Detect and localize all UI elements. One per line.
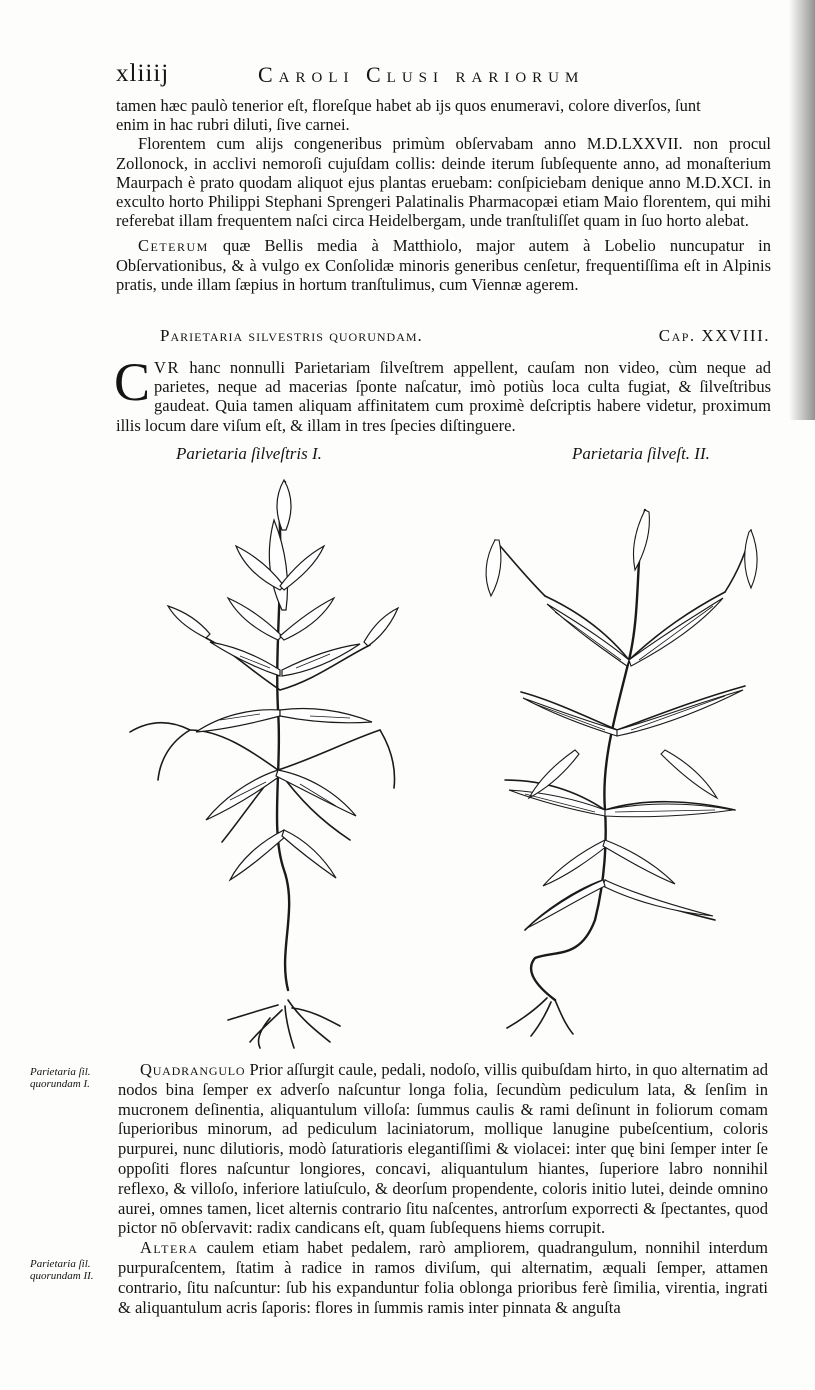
left-figure-caption: Parietaria ſilveſtris I. — [176, 444, 322, 463]
description-paragraph-2 — [118, 1238, 768, 1317]
chapter-title: Parietaria silvestris quorundam. — [160, 326, 423, 345]
description-paragraph-1-text: Prior aſſurgit caule, pedali, nodoſo, villis quibuſdam hirto, in quo alternatim ad nodos bina ſemper ex adverſo naſcuntur longa folia, ſecundùm pediculum lata, & ſenſim in mucronem deſinentia, aliquantulum villoſa: ſummus caulis & rami deſinunt in foliorum comam ſuperioribus minorum, ad pediculum laciniatorum, mollique lanugine pubeſcentium, coloris purpurei, nunc dilutioris, modò ſaturatioris elegantiſſimi & violacei: inter quę bini ſemper inter ſe oppoſiti flores naſcuntur longiores, concavi, aliquantulum hiantes, ſuperiore labro nonnihil reflexo, & villoſo, inferiore latiuſculo, & deorſum propendente, coloris initio lutei, deinde omnino aurei, omnes tamen, licet alternis contrario ſitu naſcentes, antrorſum exporrecti & ſpectantes, quod pictor nō obſervavit: radix candicans eſt, quam ſubſequens hiems corrupit. — [118, 1060, 768, 1238]
right-figure-caption: Parietaria ſilveſt. II. — [572, 444, 710, 463]
intro-paragraph-3-text: quæ Bellis media à Matthiolo, major autem à Lobelio nuncupatur in Obſervationibus, & à vulgo ex Conſolidæ minoris generibus cenſetur, frequentiſſima eſt in Alpinis pratis, unde illam ſæpius in hortum tranſtulimus, cum Viennæ agerem. — [116, 236, 771, 294]
margin-note-1: Parietaria ſil. quorundam I. — [30, 1066, 91, 1090]
chapter-number: Cap. XXVIII. — [658, 326, 770, 345]
running-head — [116, 60, 736, 92]
intro-line-1: tamen hæc paulò tenerior eſt, floreſque habet ab ijs quos enumeravi, colore diverſos, ſunt — [116, 96, 701, 115]
chapter-intro — [114, 352, 771, 435]
description-paragraph-1-lead: Quadrangulo — [140, 1060, 246, 1079]
intro-paragraph-3-lead: Ceterum — [138, 236, 209, 256]
page-edge-shadow — [789, 0, 815, 420]
page-number: xliiij — [116, 60, 170, 87]
chapter-intro-lead: VR — [154, 358, 180, 377]
chapter-heading — [160, 326, 770, 350]
description-paragraph-2-text: caulem etiam habet pedalem, rarò ampliorem, quadrangulum, nonnihil interdum purpuraſcentem, ſtatim à radice in ramos diviſum, qui alternatim, æquali ſemper, attamen contrario, ſitu naſcuntur: ſub his expanduntur folia oblonga prioribus ferè ſimilia, virentia, ingrati & aliquantulum acris ſaporis: flores in ſummis ramis inter pinnata & anguſta — [118, 1238, 768, 1317]
margin-note-2: Parietaria ſil. quorundam II. — [30, 1258, 94, 1282]
intro-paragraph-2: Florentem cum alijs congeneribus primùm obſervabam anno M.D.LXXVII. non procul Zollonock, in acclivi nemoroſi cujuſdam collis: deinde iterum ſubſequente anno, ad monaſterium Maurpach è prato quodam aliquot ejus plantas eruebam: conſpiciebam denique anno M.D.XCI. in exculto horto Philippi Stephani Sprengeri Palatinalis Pharmacopæi etiam Maio florentem, qui mihi referebat illam frequentem naſci circa Heidelbergam, unde tranſtuliſſet quam in ſuo horto alebat. — [116, 134, 771, 231]
chapter-intro-paragraph — [114, 352, 771, 435]
parietaria-silvestris-2-illustration — [455, 480, 775, 1040]
description-paragraph-2-lead: Altera — [140, 1238, 199, 1258]
parietaria-silvestris-1-illustration — [110, 470, 410, 1050]
chapter-intro-text: hanc nonnulli Parietariam ſilveſtrem appellent, cauſam non video, cùm neque ad parietes, neque ad macerias ſponte naſcatur, imò potiùs loca culta fugiat, & ſilveſtribus gaudeat. Quia tamen aliquam affinitatem cum proximè deſcriptis habere videtur, proximum illis locum dare viſum eſt, & illam in tres ſpecies diſtinguere. — [116, 358, 771, 435]
intro-paragraph-3 — [116, 236, 771, 294]
intro-text — [116, 96, 771, 294]
running-title: Caroli Clusi rariorum — [258, 62, 585, 87]
description-paragraph-1 — [118, 1060, 768, 1238]
intro-line-2: enim in hac rubri diluti, ſive carnei. — [116, 115, 350, 135]
description-text — [118, 1060, 768, 1317]
drop-capital: C — [114, 352, 151, 412]
